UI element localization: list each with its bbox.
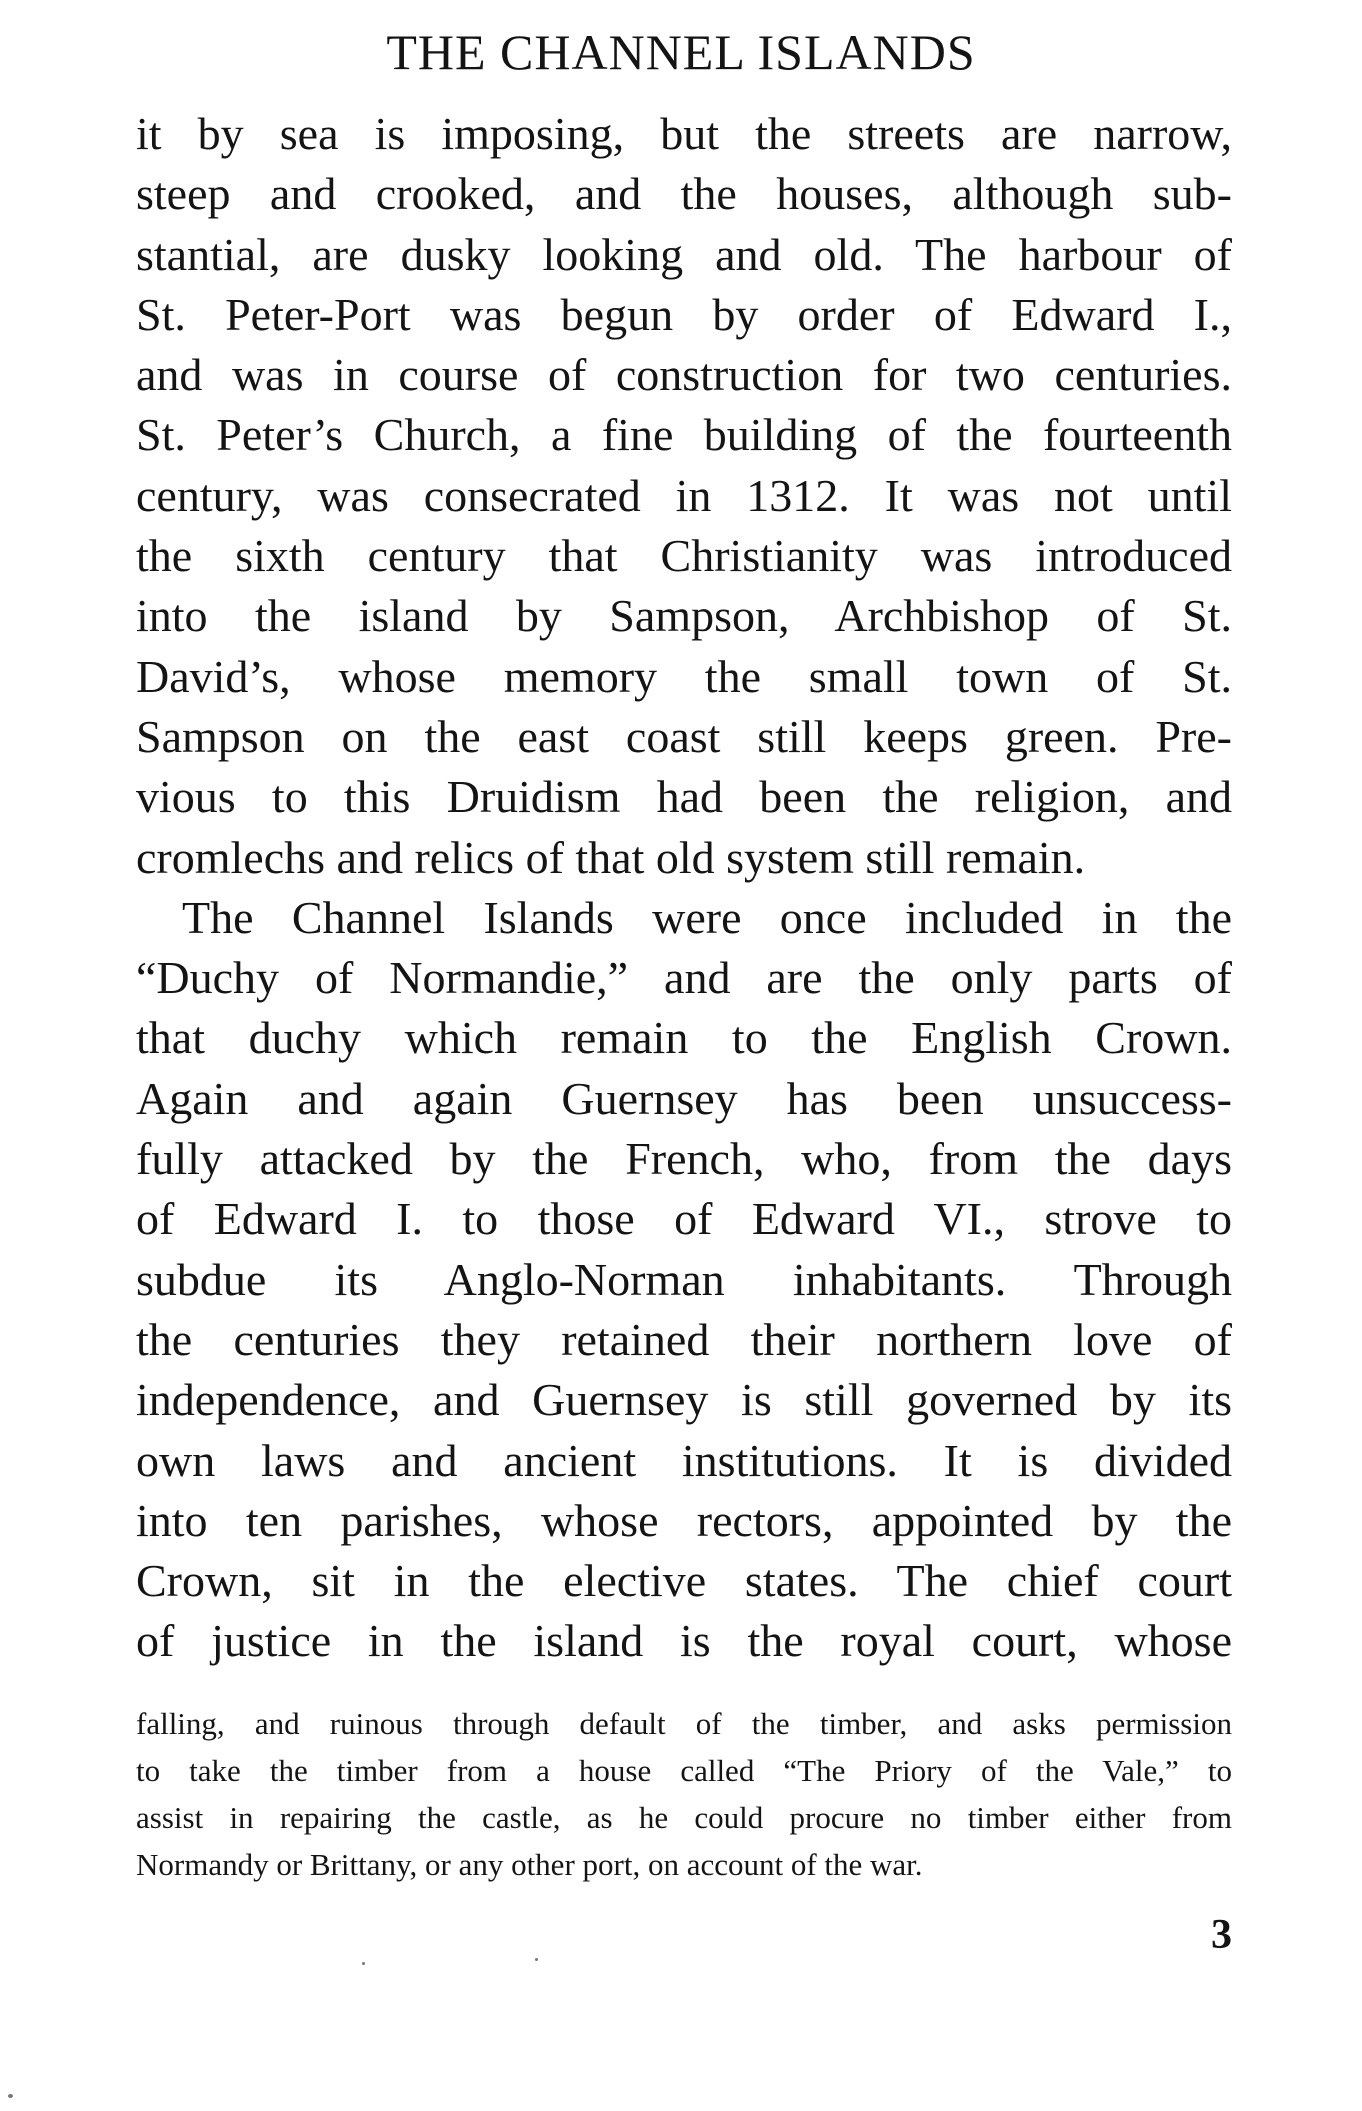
scan-speck [535, 1958, 538, 1961]
body-line: fully attacked by the French, who, from the days [136, 1133, 1232, 1185]
body-line: stantial, are dusky looking and old. The harbour of [136, 228, 1232, 280]
scan-speck [8, 2094, 13, 2098]
body-line: it by sea is imposing, but the streets are narrow, [136, 108, 1232, 159]
body-line: cromlechs and relics of that old system still remain. [136, 831, 1086, 883]
body-line: into the island by Sampson, Archbishop of St. [136, 590, 1232, 642]
paragraph-start-line: The Channel Islands were once included in the [182, 891, 1232, 943]
body-line: subdue its Anglo-Norman inhabitants. Through [136, 1253, 1232, 1305]
body-line: steep and crooked, and the houses, although sub- [136, 168, 1232, 220]
body-line: the sixth century that Christianity was introduced [136, 530, 1232, 582]
footnote-line: to take the timber from a house called “The Priory of the Vale,” to [136, 1753, 1232, 1788]
body-line: St. Peter-Port was begun by order of Edward I., [136, 288, 1232, 340]
scan-speck [362, 1962, 365, 1965]
body-line: vious to this Druidism had been the religion, and [136, 771, 1232, 823]
body-line: of justice in the island is the royal court, whose [136, 1615, 1232, 1667]
footnote-line: falling, and ruinous through default of the timber, and asks permission [136, 1706, 1232, 1741]
body-line: the centuries they retained their northern love of [136, 1313, 1232, 1365]
body-line: of Edward I. to those of Edward VI., strove to [136, 1193, 1232, 1245]
body-line: that duchy which remain to the English Crown. [136, 1012, 1232, 1064]
footnote-line: Normandy or Brittany, or any other port, on account of the war. [136, 1847, 923, 1882]
body-line: century, was consecrated in 1312. It was not until [136, 469, 1232, 521]
page-number: 3 [1211, 1912, 1232, 1958]
body-line: independence, and Guernsey is still governed by its [136, 1374, 1232, 1426]
body-line: St. Peter’s Church, a fine building of the fourteenth [136, 409, 1232, 461]
body-line: own laws and ancient institutions. It is divided [136, 1434, 1232, 1486]
footnote [136, 1700, 1232, 1888]
body-line: into ten parishes, whose rectors, appointed by the [136, 1494, 1232, 1546]
body-line: David’s, whose memory the small town of St. [136, 650, 1232, 702]
body-text [136, 104, 1232, 1672]
body-line: Crown, sit in the elective states. The chief court [136, 1555, 1232, 1607]
footnote-line: assist in repairing the castle, as he could procure no timber either from [136, 1800, 1232, 1835]
body-line: Sampson on the east coast still keeps green. Pre- [136, 710, 1232, 762]
body-line: “Duchy of Normandie,” and are the only parts of [136, 952, 1232, 1004]
body-line: and was in course of construction for two centuries. [136, 349, 1232, 401]
body-line: Again and again Guernsey has been unsuccess- [136, 1072, 1232, 1124]
running-head: THE CHANNEL ISLANDS [386, 24, 976, 80]
